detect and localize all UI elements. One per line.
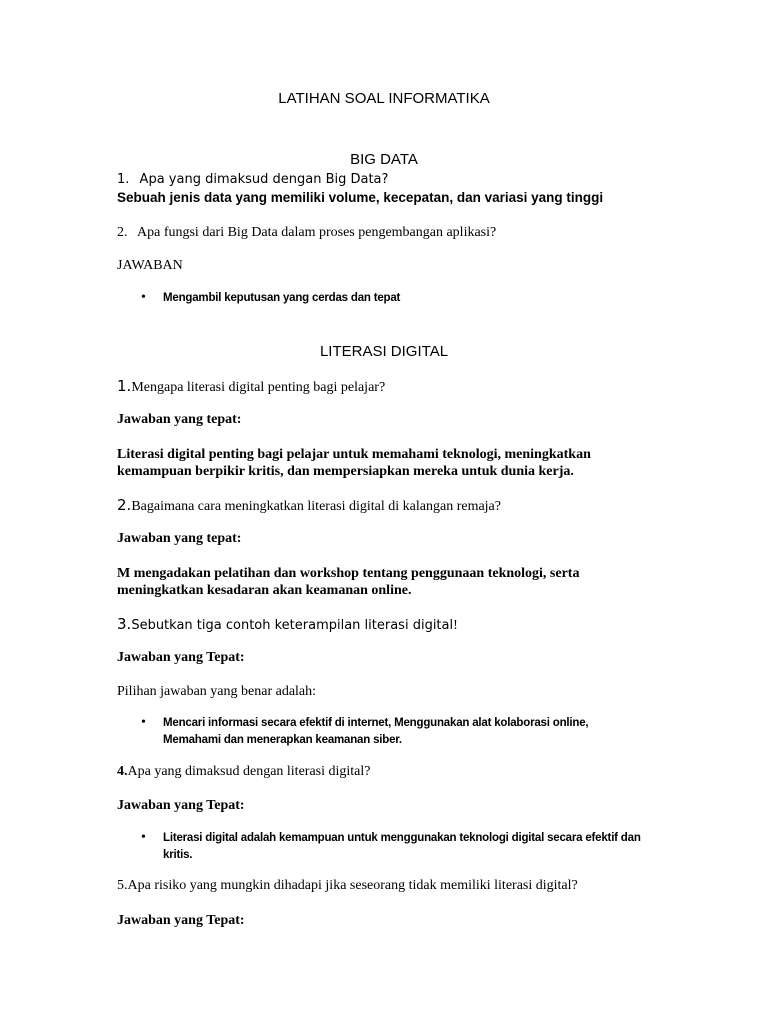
answer-label: JAWABAN [117,258,183,273]
answer-label: Jawaban yang Tepat: [117,650,245,665]
question-text: Apa yang dimaksud dengan Big Data? [139,172,389,187]
big-data-question-2 [117,225,496,241]
literasi-answer-1 [117,446,591,480]
question-text: Mengapa literasi digital penting bagi pelajar? [131,380,386,395]
answer-label: Jawaban yang tepat: [117,531,242,546]
question-number: 1. [117,377,132,395]
answer-label: Jawaban yang Tepat: [117,913,245,928]
literasi-question-4 [117,764,371,780]
big-data-bullet-answer: Mengambil keputusan yang cerdas dan tepat [163,292,401,304]
bullet-icon: • [141,830,146,845]
question-number: 4. [117,764,128,779]
section-heading-big-data: BIG DATA [350,151,418,168]
answer-line: meningkatkan kesadaran akan keamanan online. [117,583,412,598]
literasi-answer-2 [117,565,579,599]
question-text: Apa fungsi dari Big Data dalam proses pengembangan aplikasi? [137,225,497,240]
question-punctuation: ! [453,618,458,633]
big-data-question-1 [117,172,388,187]
page-title: LATIHAN SOAL INFORMATIKA [278,90,490,107]
section-heading-literasi-digital: LITERASI DIGITAL [319,343,449,360]
answer-line: M mengadakan pelatihan dan workshop tentang penggunaan teknologi, serta [117,566,580,581]
literasi-question-5: 5.Apa risiko yang mungkin dihadapi jika seseorang tidak memiliki literasi digital? [117,878,578,893]
question-text: Sebutkan tiga contoh keterampilan literasi digital [131,618,454,633]
question-number: 1. [117,172,130,187]
answer-label: Jawaban yang tepat: [117,412,242,427]
question-number: 2. [117,225,128,240]
answer-line: Literasi digital penting bagi pelajar untuk memahami teknologi, meningkatkan [117,447,591,462]
question-text: Apa yang dimaksud dengan literasi digital? [127,764,371,779]
answer-label: Jawaban yang Tepat: [117,798,245,813]
answer-intro: Pilihan jawaban yang benar adalah: [117,684,317,699]
answer-line: kemampuan berpikir kritis, dan mempersiapkan mereka untuk dunia kerja. [117,464,574,479]
bullet-icon: • [141,715,146,730]
question-number: 2. [117,496,132,514]
bullet-line: kritis. [163,849,193,861]
question-number: 3. [117,615,132,633]
bullet-line: Memahami dan menerapkan keamanan siber. [163,734,402,746]
literasi-bullet-answer-4 [163,830,641,864]
literasi-question-3 [117,615,458,634]
big-data-answer-1: Sebuah jenis data yang memiliki volume, kecepatan, dan variasi yang tinggi [117,190,604,205]
question-text: Bagaimana cara meningkatkan literasi digital di kalangan remaja? [131,499,501,514]
bullet-line: Mencari informasi secara efektif di internet, Menggunakan alat kolaborasi online, [163,717,589,729]
literasi-question-1 [117,377,385,396]
bullet-line: Literasi digital adalah kemampuan untuk menggunakan teknologi digital secara efektif dan [163,832,641,844]
literasi-question-2 [117,496,501,515]
literasi-bullet-answer-3 [163,715,588,749]
bullet-icon: • [141,290,146,305]
